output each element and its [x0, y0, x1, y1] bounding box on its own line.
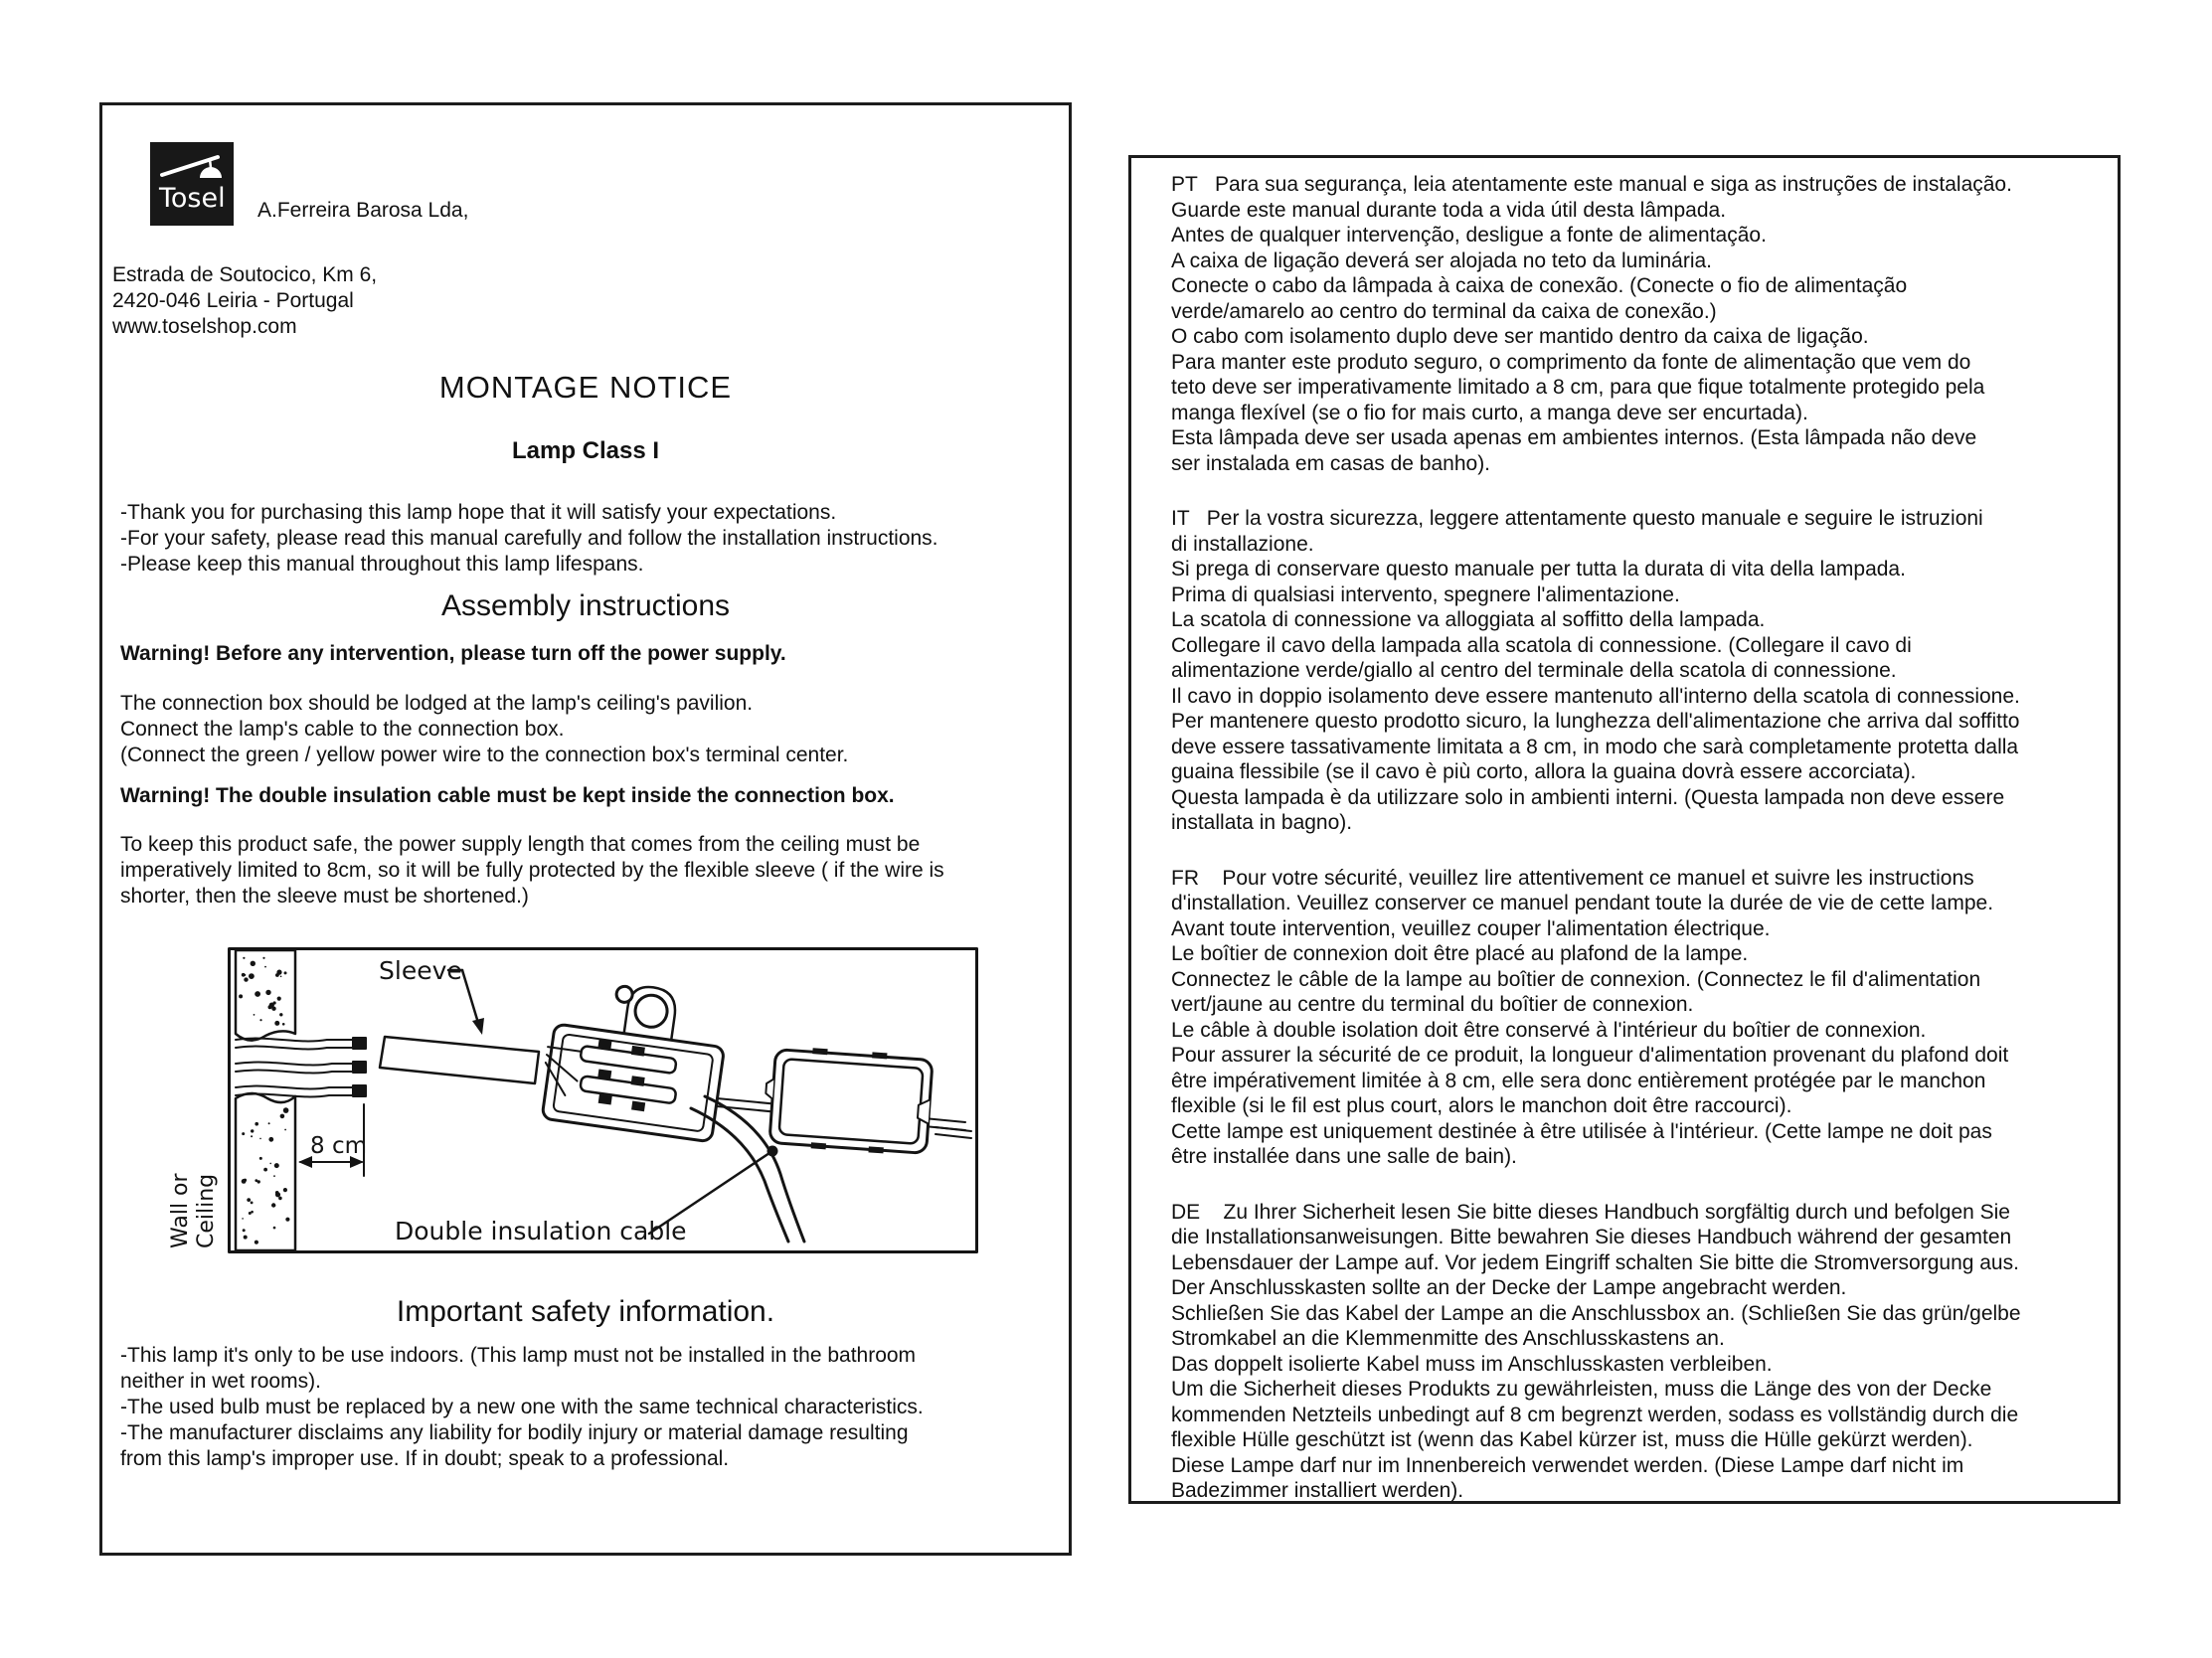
page-left	[99, 102, 1072, 1556]
section-fr: FR Pour votre sécurité, veuillez lire attentivement ce manuel et suivre les instructions d'installation. Veuillez conserver ce manuel pendant toute la durée de vie de cette lampe. Avant toute intervention, veuillez couper l'alimentation électrique. Le boîtier de connexion doit être placé au plafond de la lampe. Connectez le câble de la lampe au boîtier de connexion. (Connectez le fil d'alimentation vert/jaune au centre du terminal du boîtier de connexion. Le câble à double isolation doit être conservé à l'intérieur du boîtier de connexion. Pour assurer la sécurité de ce produit, la longueur d'alimentation provenant du plafond doit être impérativement limitée à 8 cm, elle sera donc entièrement protégée par le manchon flexible (si le fil est plus court, alors le manchon doit être raccourci). Cette lampe est uniquement destinée à être utilisée à l'intérieur. (Cette lampe ne doit pas être installée dans une salle de bain).	[1171, 866, 2009, 1168]
company-address: Estrada de Soutocico, Km 6, 2420-046 Leiria - Portugal www.toselshop.com	[112, 263, 378, 338]
assembly-heading: Assembly instructions	[440, 589, 731, 622]
sleeve-label: Sleeve	[379, 956, 462, 985]
wall-ceiling-label: Wall or Ceiling	[168, 1173, 219, 1248]
cable-label: Double insulation cable	[395, 1217, 687, 1245]
warning-double-insulation: Warning! The double insulation cable must be kept inside the connection box.	[120, 784, 895, 807]
section-pt: PT Para sua segurança, leia atentamente este manual e siga as instruções de instalação. Guarde este manual durante toda a vida útil desta lâmpada. Antes de qualquer intervenção, desligue a fonte de alimentação. A caixa de ligação deverá ser alojada no teto da luminária. Conecte o cabo da lâmpada à caixa de conexão. (Conecte o fio de alimentação verde/amarelo ao centro do terminal da caixa de conexão.) O cabo com isolamento duplo deve ser mantido dentro da caixa de ligação. Para manter este produto seguro, o comprimento da fonte de alimentação que vem do teto deve ser imperativamente limitado a 8 cm, para que fique totalmente protegido pela manga flexível (se o fio for mais curto, a manga deve ser encurtada). Esta lâmpada deve ser usada apenas em ambientes internos. (Esta lâmpada não deve ser instalada em casas de banho).	[1171, 173, 2012, 475]
tosel-logo-graphic	[150, 142, 234, 226]
mounting-ring	[615, 985, 633, 1003]
installation-diagram	[228, 947, 978, 1253]
intro-paragraph: -Thank you for purchasing this lamp hope that it will satisfy your expectations. -For your safety, please read this manual carefully and follow the installation instructions. -Please keep this manual throughout this lamp lifespans.	[120, 501, 938, 576]
wall-top	[236, 950, 295, 1041]
translations	[1171, 172, 2102, 1534]
assembly-paragraph-2: To keep this product safe, the power supply length that comes from the ceiling must be imperatively limited to 8cm, so it will be fully protected by the flexible sleeve ( if the wire is shorter, then the sleeve must be shortened.)	[120, 833, 944, 908]
wall-bottom	[236, 1093, 295, 1250]
tosel-logo	[150, 142, 234, 226]
warning-power-supply: Warning! Before any intervention, please turn off the power supply.	[120, 642, 786, 665]
safety-paragraph: -This lamp it's only to be use indoors. (This lamp must not be installed in the bathroom neither in wet rooms). -The used bulb must be replaced by a new one with the same technical characteristics. -The manufacturer disclaims any liability for bodily injury or material damage resulting from this lamp's improper use. If in doubt; speak to a professional.	[120, 1344, 924, 1470]
section-de: DE Zu Ihrer Sicherheit lesen Sie bitte dieses Handbuch sorgfältig durch und befolgen Sie die Installationsanweisungen. Bitte bewahren Sie dieses Handbuch während der gesamten Lebensdauer der Lampe auf. Vor jedem Eingriff schalten Sie bitte die Stromversorgung aus. Der Anschlusskasten sollte an der Decke der Lampe angebracht werden. Schließen Sie das Kabel der Lampe an die Anschlussbox an. (Schließen Sie das grün/gelbe Stromkabel an die Klemmenmitte des Anschlusskastens an. Das doppelt isolierte Kabel muss im Anschlusskasten verbleiben. Um die Sicherheit dieses Produkts zu gewährleisten, muss die Länge des von der Decke kommenden Netzteils unbedingt auf 8 cm begrenzt werden, sodass es vollständig durch die flexible Hülle geschützt ist (wenn das Kabel kürzer ist, muss die Hülle gekürzt werden). Diese Lampe darf nur im Innenbereich verwendet werden. (Diese Lampe darf nicht im Badezimmer installiert werden).	[1171, 1200, 2021, 1502]
page-title: MONTAGE NOTICE	[438, 370, 733, 405]
company-name: A.Ferreira Barosa Lda,	[257, 199, 469, 222]
logo-brand-text: Tosel	[159, 183, 226, 214]
lamp-class-subtitle: Lamp Class I	[511, 437, 660, 464]
assembly-paragraph-1: The connection box should be lodged at the lamp's ceiling's pavilion. Connect the lamp's cable to the connection box. (Connect the green / yellow power wire to the connection box's terminal center.	[120, 692, 849, 766]
dimension-label: 8 cm	[310, 1133, 367, 1159]
connection-box-lid	[763, 1045, 934, 1156]
page-right	[1128, 155, 2121, 1504]
section-it: IT Per la vostra sicurezza, leggere attentamente questo manuale e seguire le istruzioni di installazione. Si prega di conservare questo manuale per tutta la durata di vita della lampada. Prima di qualsiasi intervento, spegnere l'alimentazione. La scatola di connessione va alloggiata al soffitto della lampada. Collegare il cavo della lampada alla scatola di connessione. (Collegare il cavo di alimentazione verde/giallo al centro del terminale della scatola di connessione. Il cavo in doppio isolamento deve essere mantenuto all'interno della scatola di connessione. Per mantenere questo prodotto sicuro, la lunghezza dell'alimentazione che arriva dal soffitto deve essere tassativamente limitata a 8 cm, in modo che sarà completamente protetta dalla guaina flessibile (se il cavo è più corto, allora la guaina dovrà essere accorciata). Questa lampada è da utilizzare solo in ambienti interni. (Questa lampada non deve essere installata in bagno).	[1171, 507, 2020, 834]
safety-heading: Important safety information.	[396, 1295, 775, 1328]
